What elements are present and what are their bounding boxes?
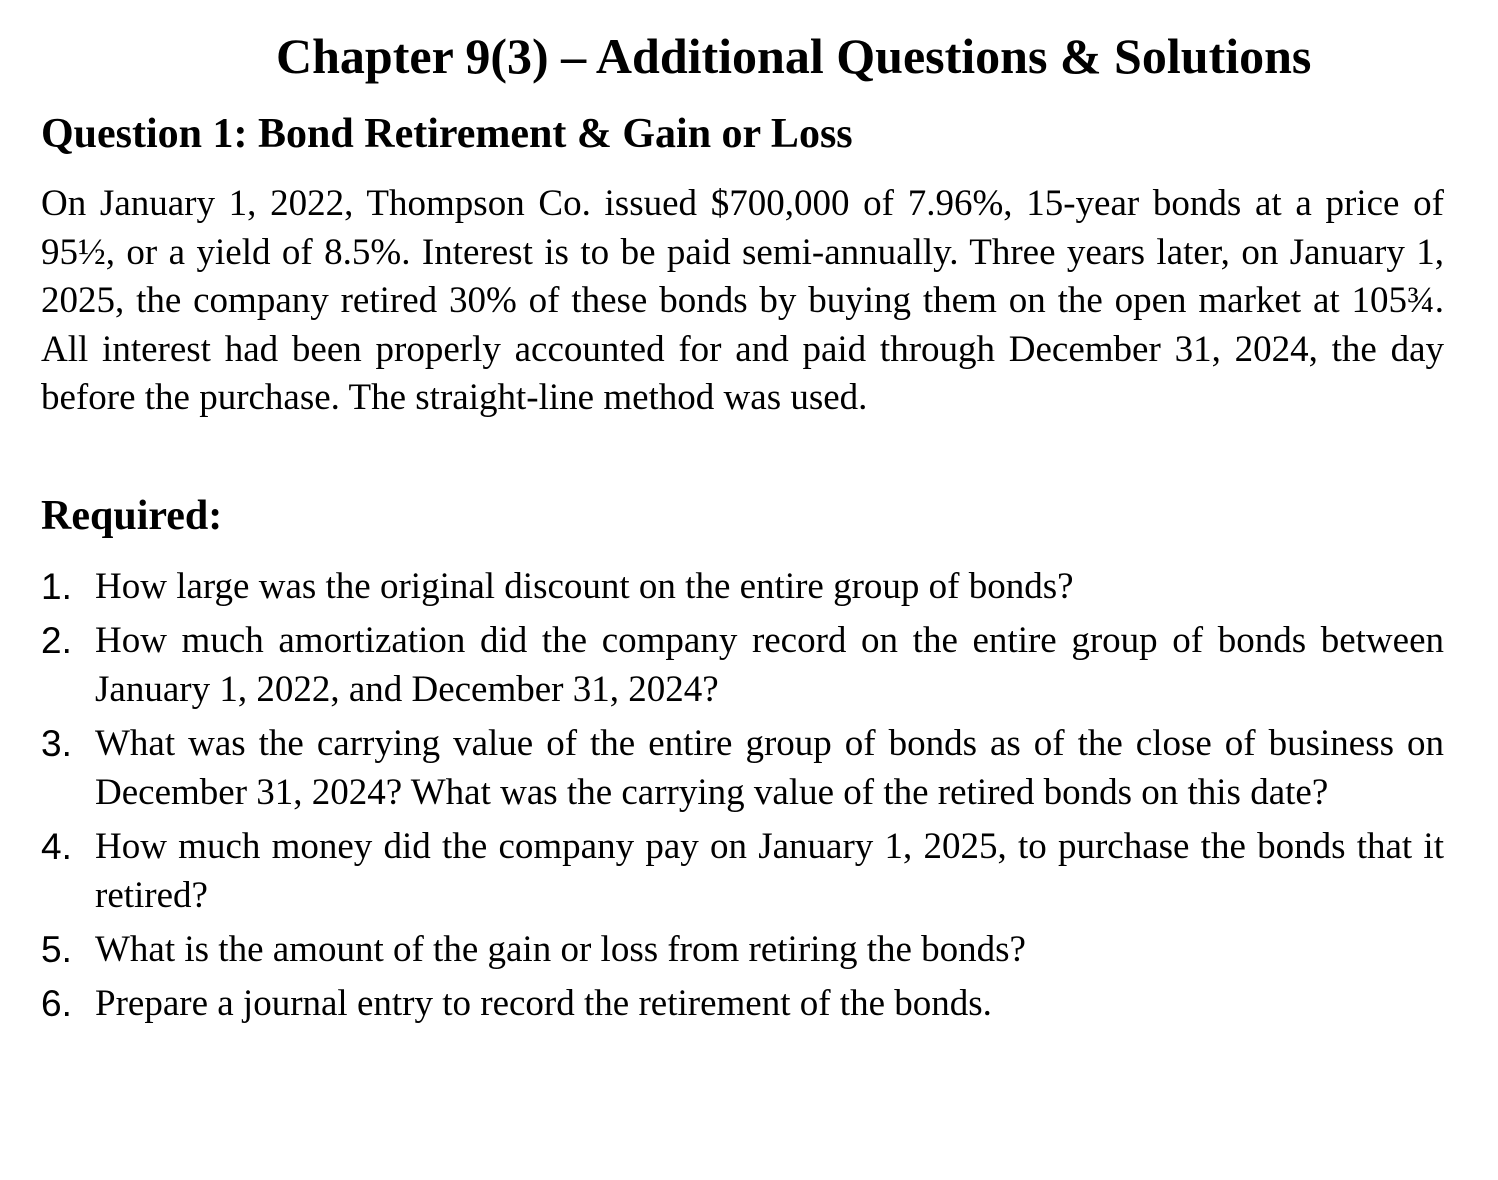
requirement-number: 4.	[41, 826, 72, 867]
requirement-text: What was the carrying value of the entire group of bonds as of the close of business on December 31, 2024? What was the carrying value of the retired bonds on this date?	[95, 723, 1444, 813]
requirement-item-4	[41, 822, 1444, 920]
requirement-item-1	[41, 562, 1444, 611]
problem-statement: On January 1, 2022, Thompson Co. issued $700,000 of 7.96%, 15-year bonds at a price of 95½, or a yield of 8.5%. Interest is to be paid semi-annually. Three years later, on January 1, 2025, the company retired 30% of these bonds by buying them on the open market at 105¾. All interest had been properly accounted for and paid through December 31, 2024, the day before the purchase. The straight-line method was used.	[41, 183, 1444, 418]
requirement-text: Prepare a journal entry to record the retirement of the bonds.	[95, 983, 992, 1024]
requirement-item-5	[41, 925, 1444, 974]
requirement-item-3	[41, 719, 1444, 817]
requirement-text: How much money did the company pay on January 1, 2025, to purchase the bonds that it retired?	[95, 826, 1444, 916]
requirements-list	[41, 562, 1444, 1033]
requirement-number: 6.	[41, 983, 72, 1024]
requirement-number: 2.	[41, 620, 72, 661]
requirement-number: 1.	[41, 566, 72, 607]
requirement-item-6	[41, 979, 1444, 1028]
requirement-number: 3.	[41, 723, 72, 764]
requirement-text: How much amortization did the company record on the entire group of bonds between January 1, 2022, and December 31, 2024?	[95, 620, 1444, 710]
requirement-text: What is the amount of the gain or loss from retiring the bonds?	[95, 929, 1026, 970]
requirement-text: How large was the original discount on the entire group of bonds?	[95, 566, 1074, 607]
requirement-item-2	[41, 616, 1444, 714]
required-heading: Required:	[41, 493, 223, 539]
chapter-title: Chapter 9(3) – Additional Questions & Solutions	[276, 28, 1312, 84]
requirement-number: 5.	[41, 929, 72, 970]
question-heading: Question 1: Bond Retirement & Gain or Loss	[41, 111, 853, 157]
